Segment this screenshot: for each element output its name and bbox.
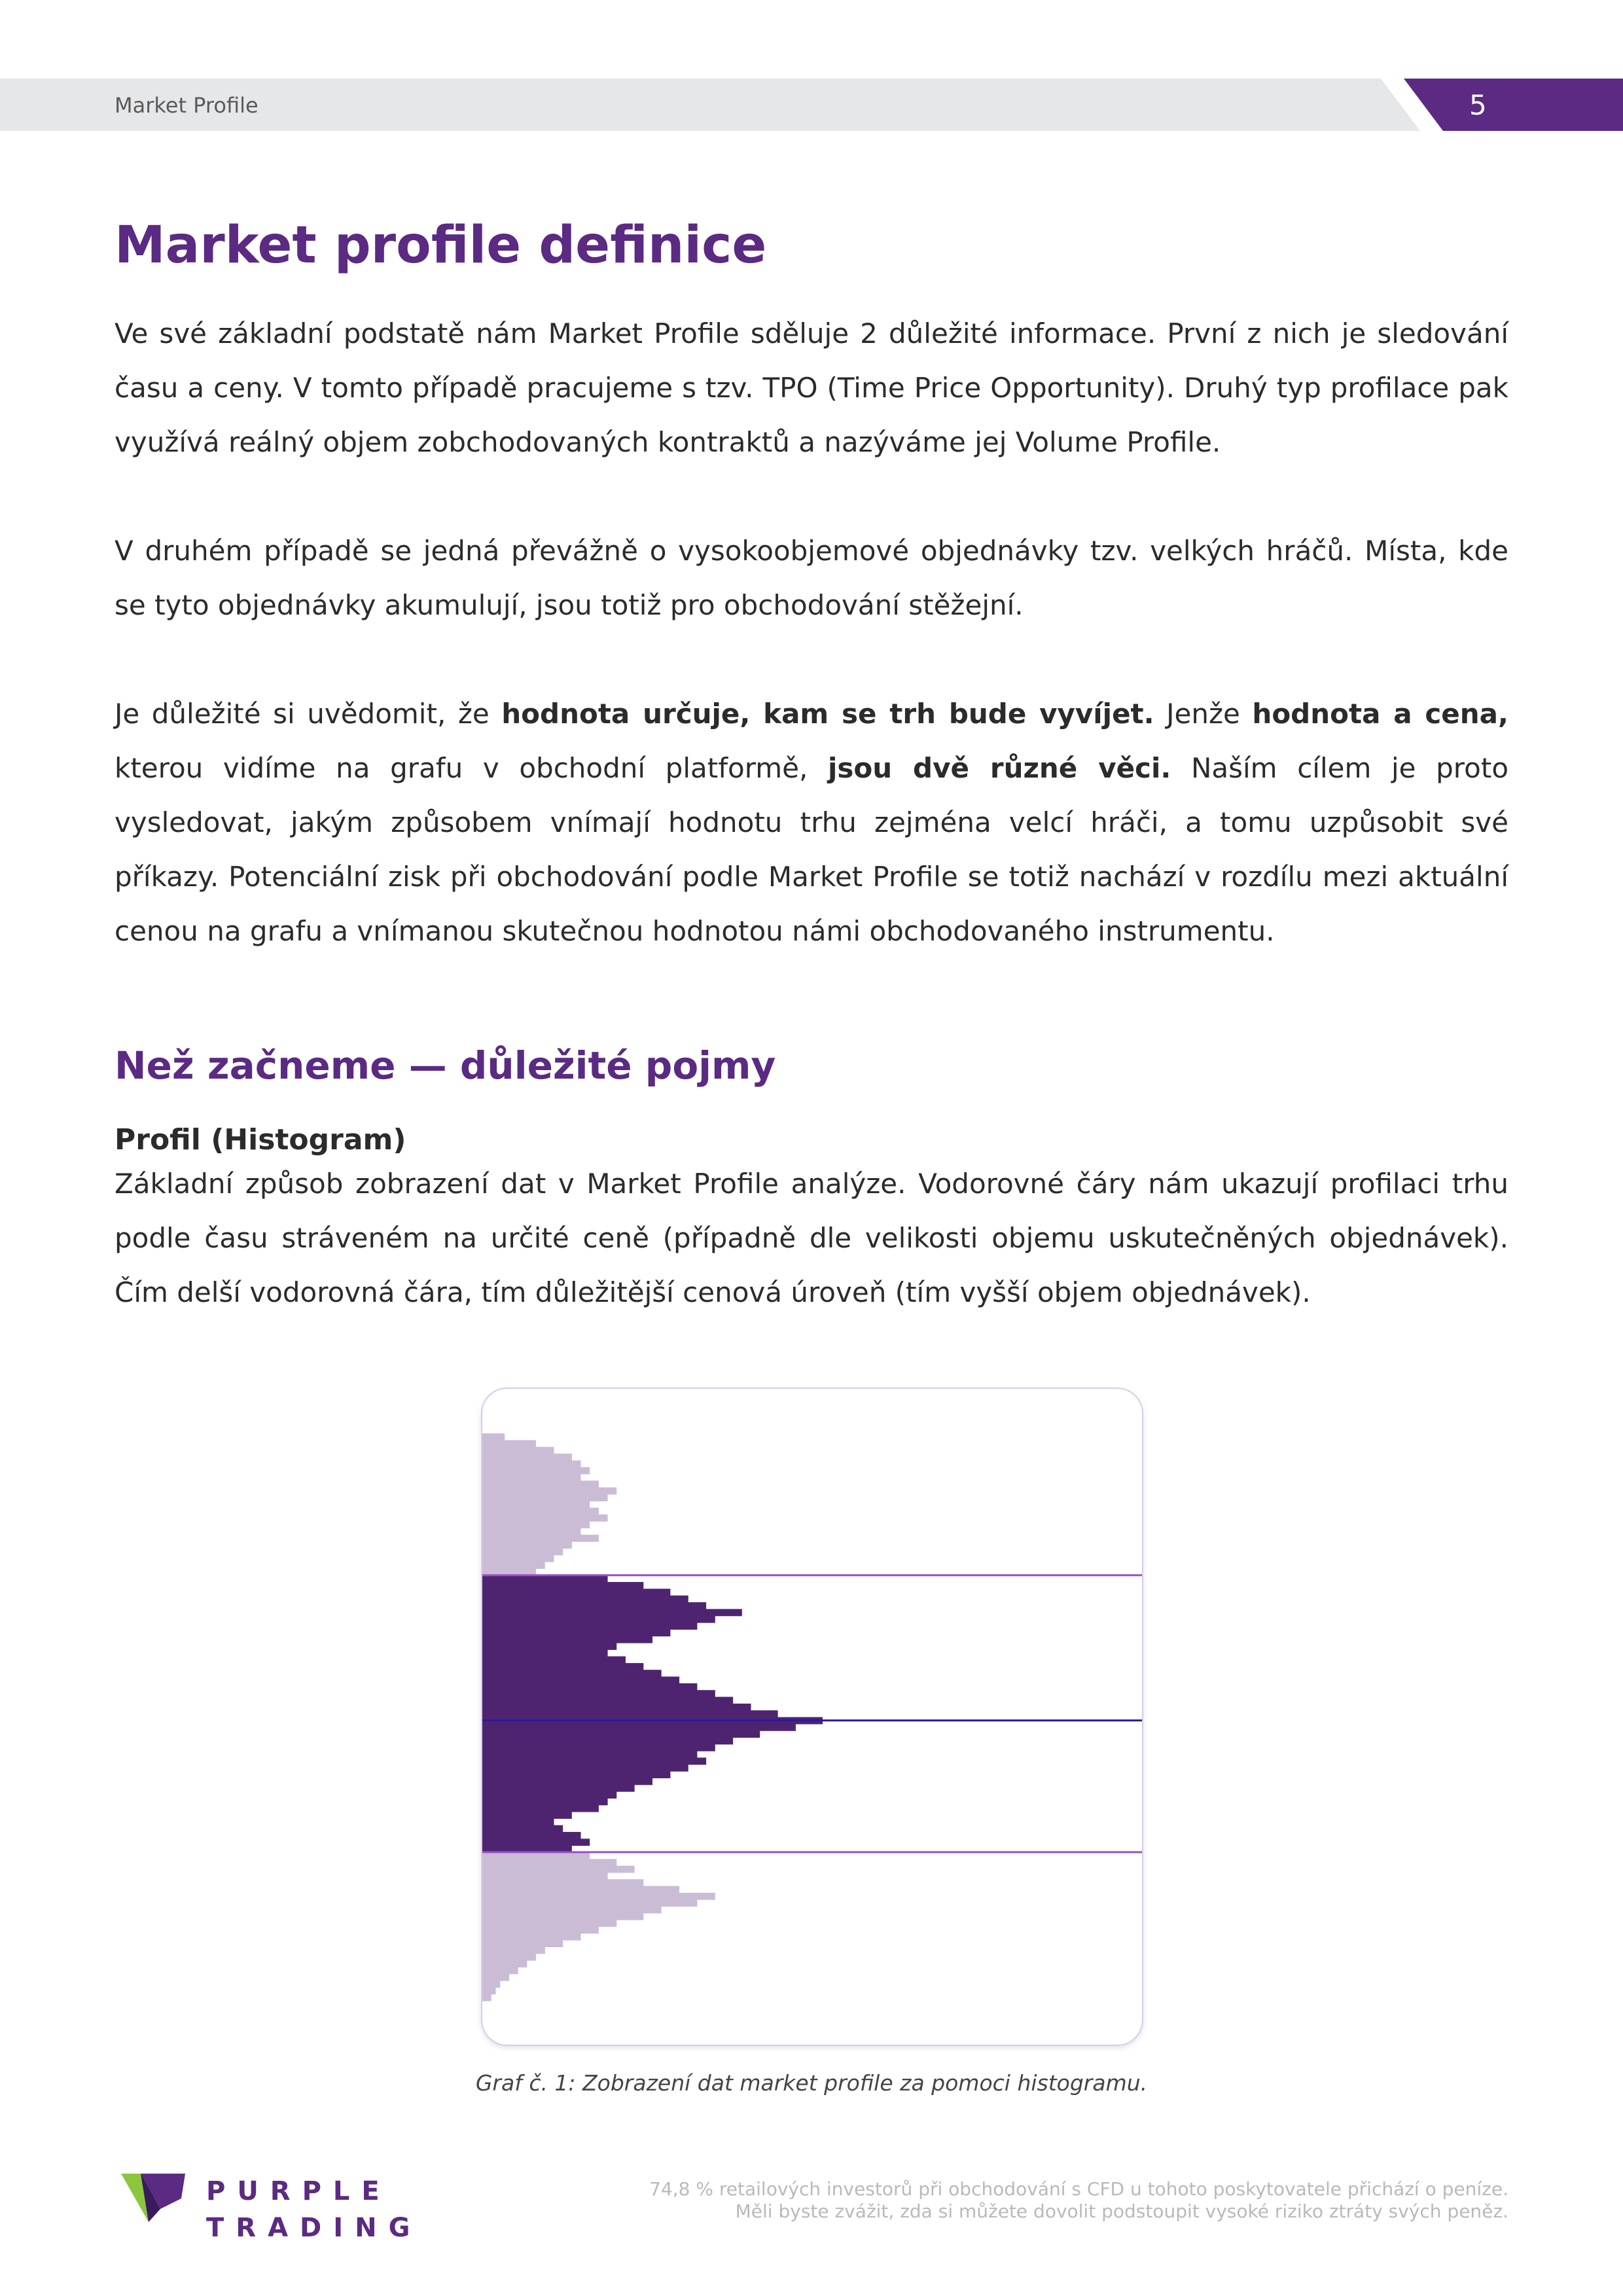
page-number: 5 [1469,89,1487,121]
histogram-bar [482,1629,670,1636]
histogram-bar [482,1528,581,1535]
histogram-bar [482,1433,505,1441]
histogram-bar [482,1913,643,1920]
histogram-bar [482,1521,590,1528]
histogram-bar [482,1643,616,1650]
histogram-bar [482,1663,643,1670]
histogram-svg [482,1389,1142,2045]
histogram-bar [482,1683,697,1691]
disclaimer-line-2: Měli byste zvážit, zda si můžete dovolit podstoupit vysoké riziko ztráty svých peněz. [735,2200,1508,2222]
histogram-bar [482,1548,563,1555]
histogram-bar [482,1757,706,1765]
paragraph-3-text-4: Naším cílem je proto vysledovat, jakým způsobem vnímají hodnotu trhu zejména velcí hráči, a tomu uzpůsobit své příkazy. Potenciální zisk při obchodování podle Market Profile se totiž nachází v rozdílu mezi aktuální cenou na grafu a vnímanou skutečnou hodnotou námi obchodovaného instrumentu. [115,752,1509,947]
histogram-bar [482,1649,608,1657]
histogram-bar [482,1515,608,1522]
histogram-bar [482,1737,733,1744]
histogram-bar [482,1954,536,1961]
histogram-bar [482,1541,572,1549]
histogram-bar [482,1987,496,1994]
histogram-bar [482,1657,626,1664]
histogram-bar [482,1940,563,1947]
histogram-bar [482,1785,635,1792]
histogram-bar [482,1474,581,1481]
paragraph-3-bold-2: hodnota a cena, [1252,698,1508,730]
histogram-bar [482,1690,715,1697]
histogram-bar [482,1866,635,1873]
histogram-bar [482,1454,572,1461]
main-content [115,216,1508,1319]
histogram-bar [482,1508,599,1515]
running-title: Market Profile [115,93,259,118]
histogram-bar [482,1488,616,1495]
page-title: Market profile definice [115,216,767,275]
histogram-bar [482,1588,670,1596]
paragraph-2: V druhém případě se jedná převážně o vysokoobjemové objednávky tzv. velkých hráčů. Místa, kde se tyto objednávky akumulují, jsou totiž pro obchodování stěžejní. [115,535,1508,621]
histogram-bar [482,1893,715,1900]
histogram-bar [482,1873,608,1880]
risk-disclaimer [527,2178,1508,2223]
histogram-bar [482,1744,715,1751]
histogram-bar [482,1832,581,1839]
histogram-chart [481,1388,1143,2046]
histogram-bar [482,1724,796,1731]
histogram-bar [482,1602,706,1609]
histogram-bar [482,1697,733,1704]
histogram-bar [482,1535,599,1542]
disclaimer-line-1: 74,8 % retailových investorů při obchodování s CFD u tohoto poskytovatele přichází o peníze. [649,2178,1508,2200]
histogram-bar [482,1562,545,1569]
histogram-bar [482,1480,599,1488]
histogram-bar [482,1609,742,1616]
histogram-bar [482,1926,599,1933]
histogram-bar [482,1771,670,1778]
histogram-bar [482,1852,590,1859]
histogram-bar [482,1710,778,1717]
histogram-bar [482,1812,572,1819]
paragraph-3-text-1: Je důležité si uvědomit, že [115,698,502,730]
histogram-bar [482,1920,616,1927]
histogram-bar [482,1555,554,1562]
histogram-bar [482,1596,688,1603]
histogram-bar [482,1467,590,1475]
subsection-title: Profil (Histogram) [115,1123,406,1157]
histogram-bar [482,1899,697,1907]
paragraph-3-bold-1: hodnota určuje, kam se trh bude vyvíjet. [501,698,1154,730]
histogram-bar [482,1825,563,1833]
histogram-bar [482,1447,554,1454]
logo-text [206,2173,421,2246]
histogram-bar [482,1440,536,1447]
histogram-bar [482,1616,715,1623]
histogram-bar [482,1859,616,1866]
paragraph-1: Ve své základní podstatě nám Market Profile sděluje 2 důležité informace. První z nich je sledování času a ceny. V tomto případě pracujeme s tzv. TPO (Time Price Opportunity). Druhý typ profilace pak využívá reálný objem zobchodovaných kontraktů a nazýváme jej Volume Profile. [115,317,1508,458]
histogram-bar [482,1960,527,1967]
histogram-bar [482,1818,554,1825]
histogram-bar [482,1798,608,1805]
paragraph-3 [115,687,1508,958]
histogram-bar [482,1751,697,1758]
paragraph-4: Základní způsob zobrazení dat v Market Profile analýze. Vodorovné čáry nám ukazují profilaci trhu podle času stráveném na určité ceně (případně dle velikosti objemu uskutečněných objednávek). Čím delší vodorovná čára, tím důležitější cenová úroveň (tím vyšší objem objednávek). [115,1168,1508,1308]
histogram-bar [482,1778,652,1785]
section-title: Než začneme — důležité pojmy [115,1043,776,1088]
logo-line-1: PURPLE [206,2176,391,2206]
histogram-bar [482,1805,599,1812]
histogram-bar [482,1907,662,1914]
histogram-bar [482,1677,679,1684]
histogram-bar [482,1933,581,1941]
histogram-bar [482,1582,643,1589]
histogram-bar [482,1731,760,1738]
histogram-bar [482,1636,652,1643]
histogram-bar [482,1791,616,1799]
histogram-bar [482,1994,491,2001]
histogram-bar [482,1765,688,1772]
histogram-bar [482,1839,590,1846]
histogram-bar [482,1981,500,1988]
chart-caption: Graf č. 1: Zobrazení dat market profile za pomoci histogramu. [475,2070,1148,2096]
histogram-bar [482,1974,509,1981]
histogram-bar [482,1946,545,1954]
paragraph-3-text-2: Jenže [1154,698,1253,730]
paragraph-3-text-3: kterou vidíme na grafu v obchodní platformě, [115,752,828,784]
histogram-bar [482,1501,590,1508]
histogram-bar [482,1670,662,1677]
logo-line-2: TRADING [206,2213,422,2243]
histogram-bar [482,1704,751,1711]
purple-trading-logo-icon [121,2170,193,2229]
histogram-bar [482,1623,697,1630]
histogram-bar [482,1886,679,1893]
histogram-bar [482,1494,608,1501]
histogram-bar [482,1460,581,1467]
paragraph-3-bold-3: jsou dvě různé věci. [827,752,1171,784]
header-accent [1404,79,1623,131]
histogram-bar [482,1879,643,1886]
histogram-bar [482,1575,608,1583]
histogram-bar [482,1967,518,1974]
page-header [0,79,1623,131]
